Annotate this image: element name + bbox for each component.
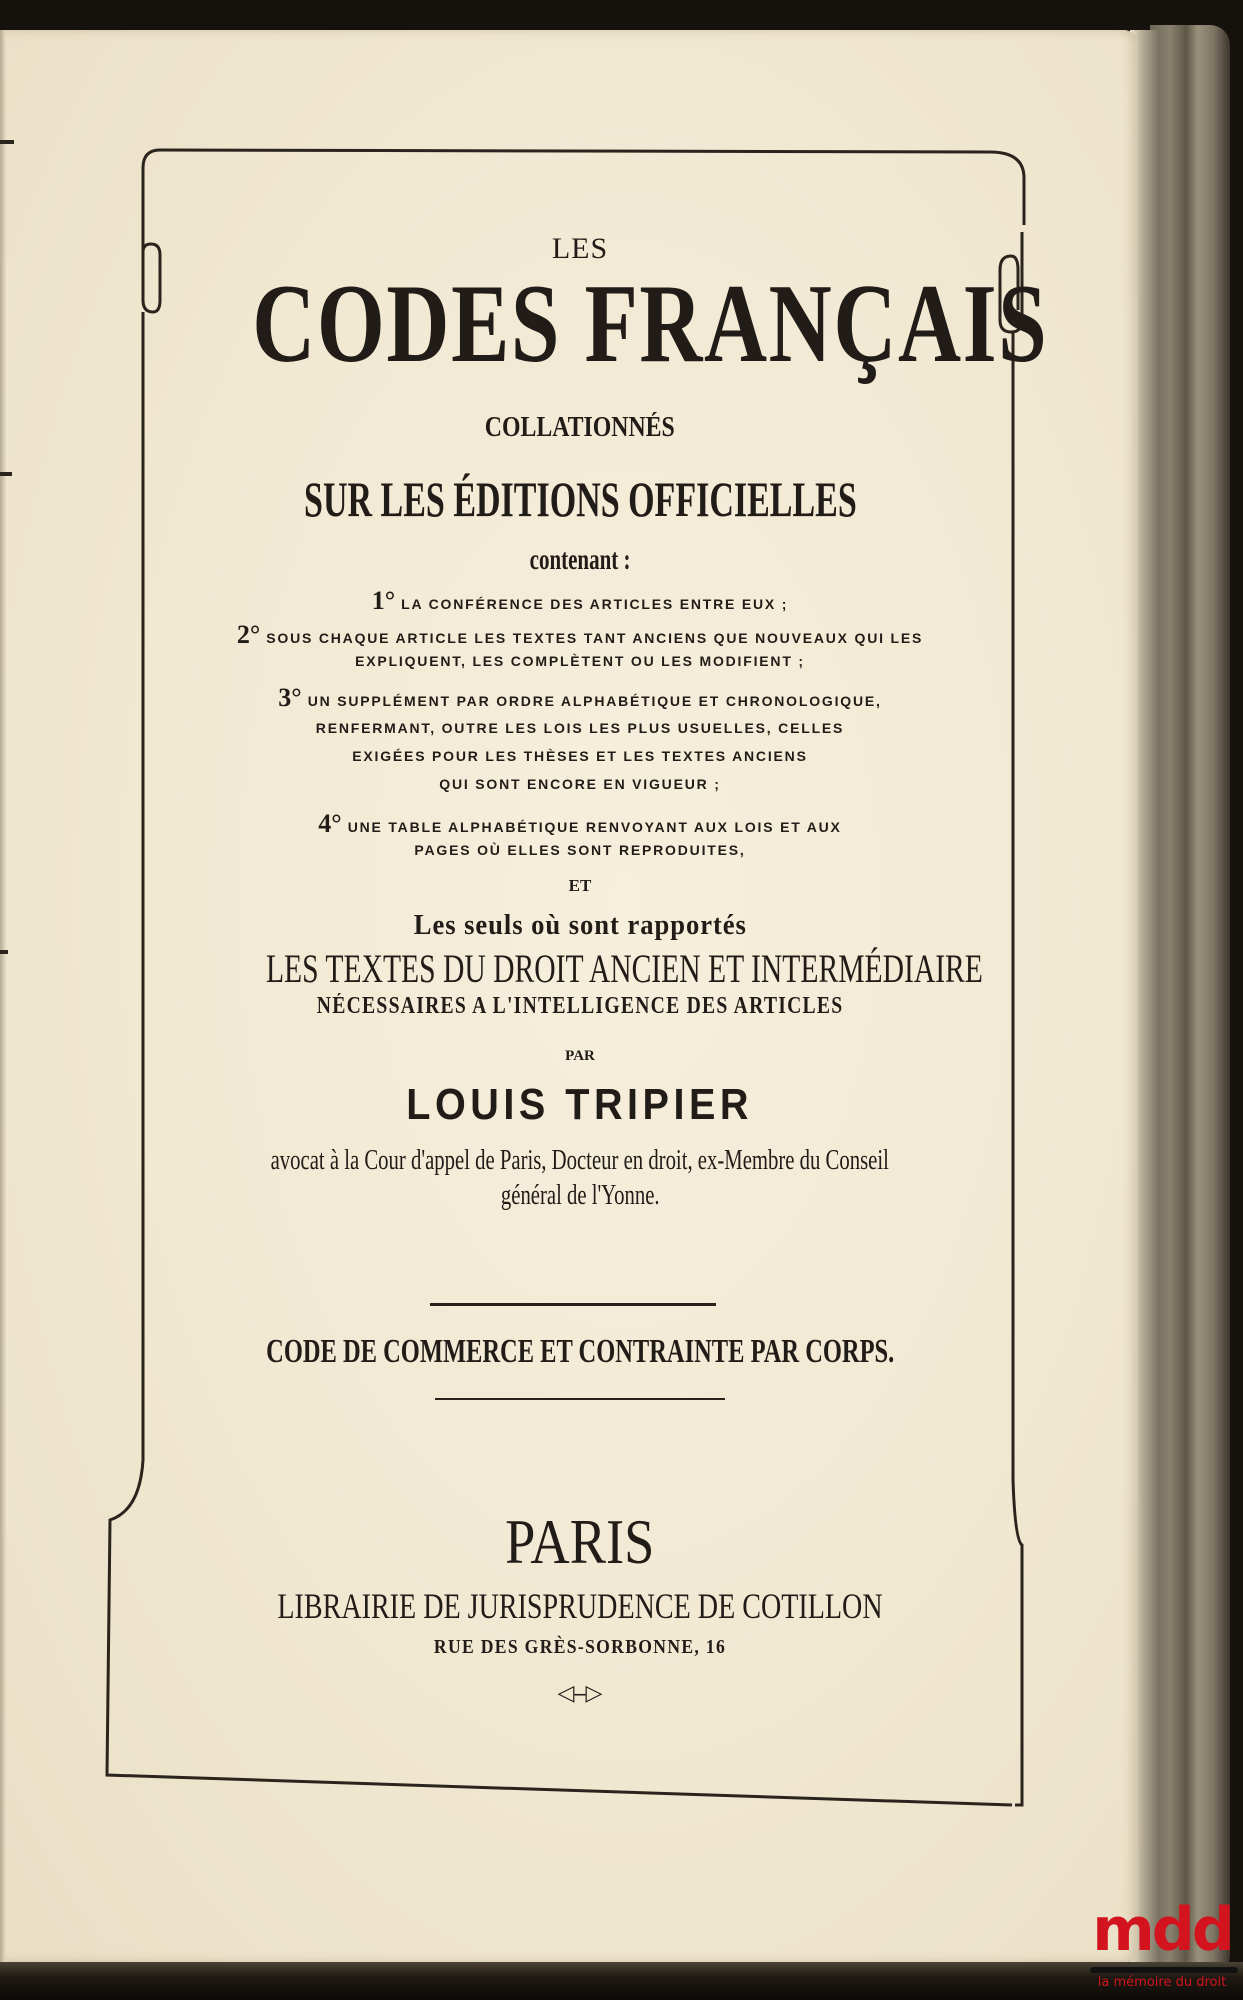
item-number: 2° bbox=[236, 620, 261, 649]
main-title bbox=[140, 262, 1049, 386]
imprint-address bbox=[140, 1636, 1020, 1659]
pre-title-text: LES bbox=[551, 232, 609, 265]
credentials-text: avocat à la Cour d'appel de Paris, Docteur en droit, ex-Membre du Conseil bbox=[270, 1145, 890, 1176]
imprint-publisher bbox=[140, 1585, 1020, 1627]
conjunction-text: ET bbox=[568, 876, 592, 895]
collation-line bbox=[140, 412, 1020, 444]
city-text: PARIS bbox=[505, 1506, 655, 1577]
item-text: PAGES OÙ ELLES SONT REPRODUITES, bbox=[414, 842, 746, 858]
contents-item-2 bbox=[140, 620, 1020, 650]
par-line bbox=[140, 1048, 1020, 1065]
gutter-edge bbox=[0, 30, 6, 1962]
contents-item-4 bbox=[140, 809, 1020, 839]
textes-text: LES TEXTES DU DROIT ANCIEN ET INTERMÉDIAIRE bbox=[265, 946, 983, 991]
address-text: RUE DES GRÈS-SORBONNE, 16 bbox=[433, 1636, 727, 1658]
seuls-text: Les seuls où sont rapportés bbox=[413, 910, 747, 941]
item-text: LA CONFÉRENCE DES ARTICLES ENTRE EUX ; bbox=[401, 596, 789, 612]
contents-item-3-cont bbox=[140, 720, 1020, 736]
divider-rule bbox=[435, 1398, 725, 1400]
necessaires-text: NÉCESSAIRES A L'INTELLIGENCE DES ARTICLES bbox=[316, 993, 844, 1019]
contents-intro bbox=[140, 543, 1020, 577]
item-text: RENFERMANT, OUTRE LES LOIS LES PLUS USUELLES, CELLES bbox=[315, 720, 845, 736]
logo-mark: mdd bbox=[1092, 1895, 1232, 1965]
conjunction bbox=[140, 876, 1020, 896]
contents-item-3-cont bbox=[140, 776, 1020, 792]
divider-rule bbox=[430, 1303, 716, 1306]
item-number: 4° bbox=[318, 809, 342, 838]
watermark-logo bbox=[1082, 1895, 1242, 2000]
item-number: 3° bbox=[278, 683, 302, 712]
pre-title bbox=[140, 232, 1020, 266]
item-text: UNE TABLE ALPHABÉTIQUE RENVOYANT AUX LOIS ET AUX bbox=[347, 819, 842, 835]
contents-item-1 bbox=[140, 586, 1020, 616]
item-text: EXPLIQUENT, LES COMPLÈTENT OU LES MODIFIENT ; bbox=[355, 653, 805, 669]
author-name bbox=[140, 1080, 1020, 1130]
editions-line bbox=[140, 470, 1020, 528]
author-credentials bbox=[140, 1145, 1020, 1177]
ornament-icon bbox=[140, 1680, 1020, 1706]
publisher-text: LIBRAIRIE DE JURISPRUDENCE DE COTILLON bbox=[277, 1586, 883, 1626]
collation-text: COLLATIONNÉS bbox=[484, 412, 675, 443]
necessaires-line bbox=[140, 993, 1020, 1020]
margin-mark bbox=[0, 140, 14, 144]
ornament-glyph: ◁–▷ bbox=[557, 1680, 603, 1705]
imprint-city bbox=[140, 1505, 1020, 1579]
item-text: SOUS CHAQUE ARTICLE LES TEXTES TANT ANCIENS QUE NOUVEAUX QUI LES bbox=[266, 630, 924, 646]
contents-item-4-cont bbox=[140, 842, 1020, 858]
contents-item-3-cont bbox=[140, 748, 1020, 764]
author-credentials-cont bbox=[140, 1180, 1020, 1212]
margin-mark bbox=[0, 950, 8, 954]
main-title-text: CODES FRANÇAIS bbox=[252, 262, 1049, 386]
contents-item-3 bbox=[140, 683, 1020, 713]
editions-text: SUR LES ÉDITIONS OFFICIELLES bbox=[303, 471, 857, 527]
author-text: LOUIS TRIPIER bbox=[406, 1080, 754, 1129]
item-text: QUI SONT ENCORE EN VIGUEUR ; bbox=[439, 776, 721, 792]
volume-subtitle-text: CODE DE COMMERCE ET CONTRAINTE PAR CORPS. bbox=[265, 1333, 895, 1370]
volume-subtitle bbox=[140, 1333, 1020, 1371]
item-text: EXIGÉES POUR LES THÈSES ET LES TEXTES ANCIENS bbox=[352, 748, 808, 764]
item-number: 1° bbox=[371, 586, 396, 615]
contents-intro-text: contenant : bbox=[529, 543, 631, 576]
par-text: PAR bbox=[565, 1048, 595, 1064]
contents-item-2-cont bbox=[140, 653, 1020, 669]
seuls-line bbox=[140, 910, 1020, 942]
logo-bar bbox=[1090, 1967, 1238, 1973]
logo-text: la mémoire du droit bbox=[1097, 1975, 1227, 1990]
book-bottom-edge bbox=[0, 1962, 1243, 2000]
book-binding bbox=[1150, 25, 1230, 1975]
item-text: UN SUPPLÉMENT PAR ORDRE ALPHABÉTIQUE ET CHRONOLOGIQUE, bbox=[307, 693, 882, 709]
credentials-text: général de l'Yonne. bbox=[500, 1180, 660, 1211]
textes-line bbox=[140, 945, 1020, 992]
margin-mark bbox=[0, 472, 12, 476]
